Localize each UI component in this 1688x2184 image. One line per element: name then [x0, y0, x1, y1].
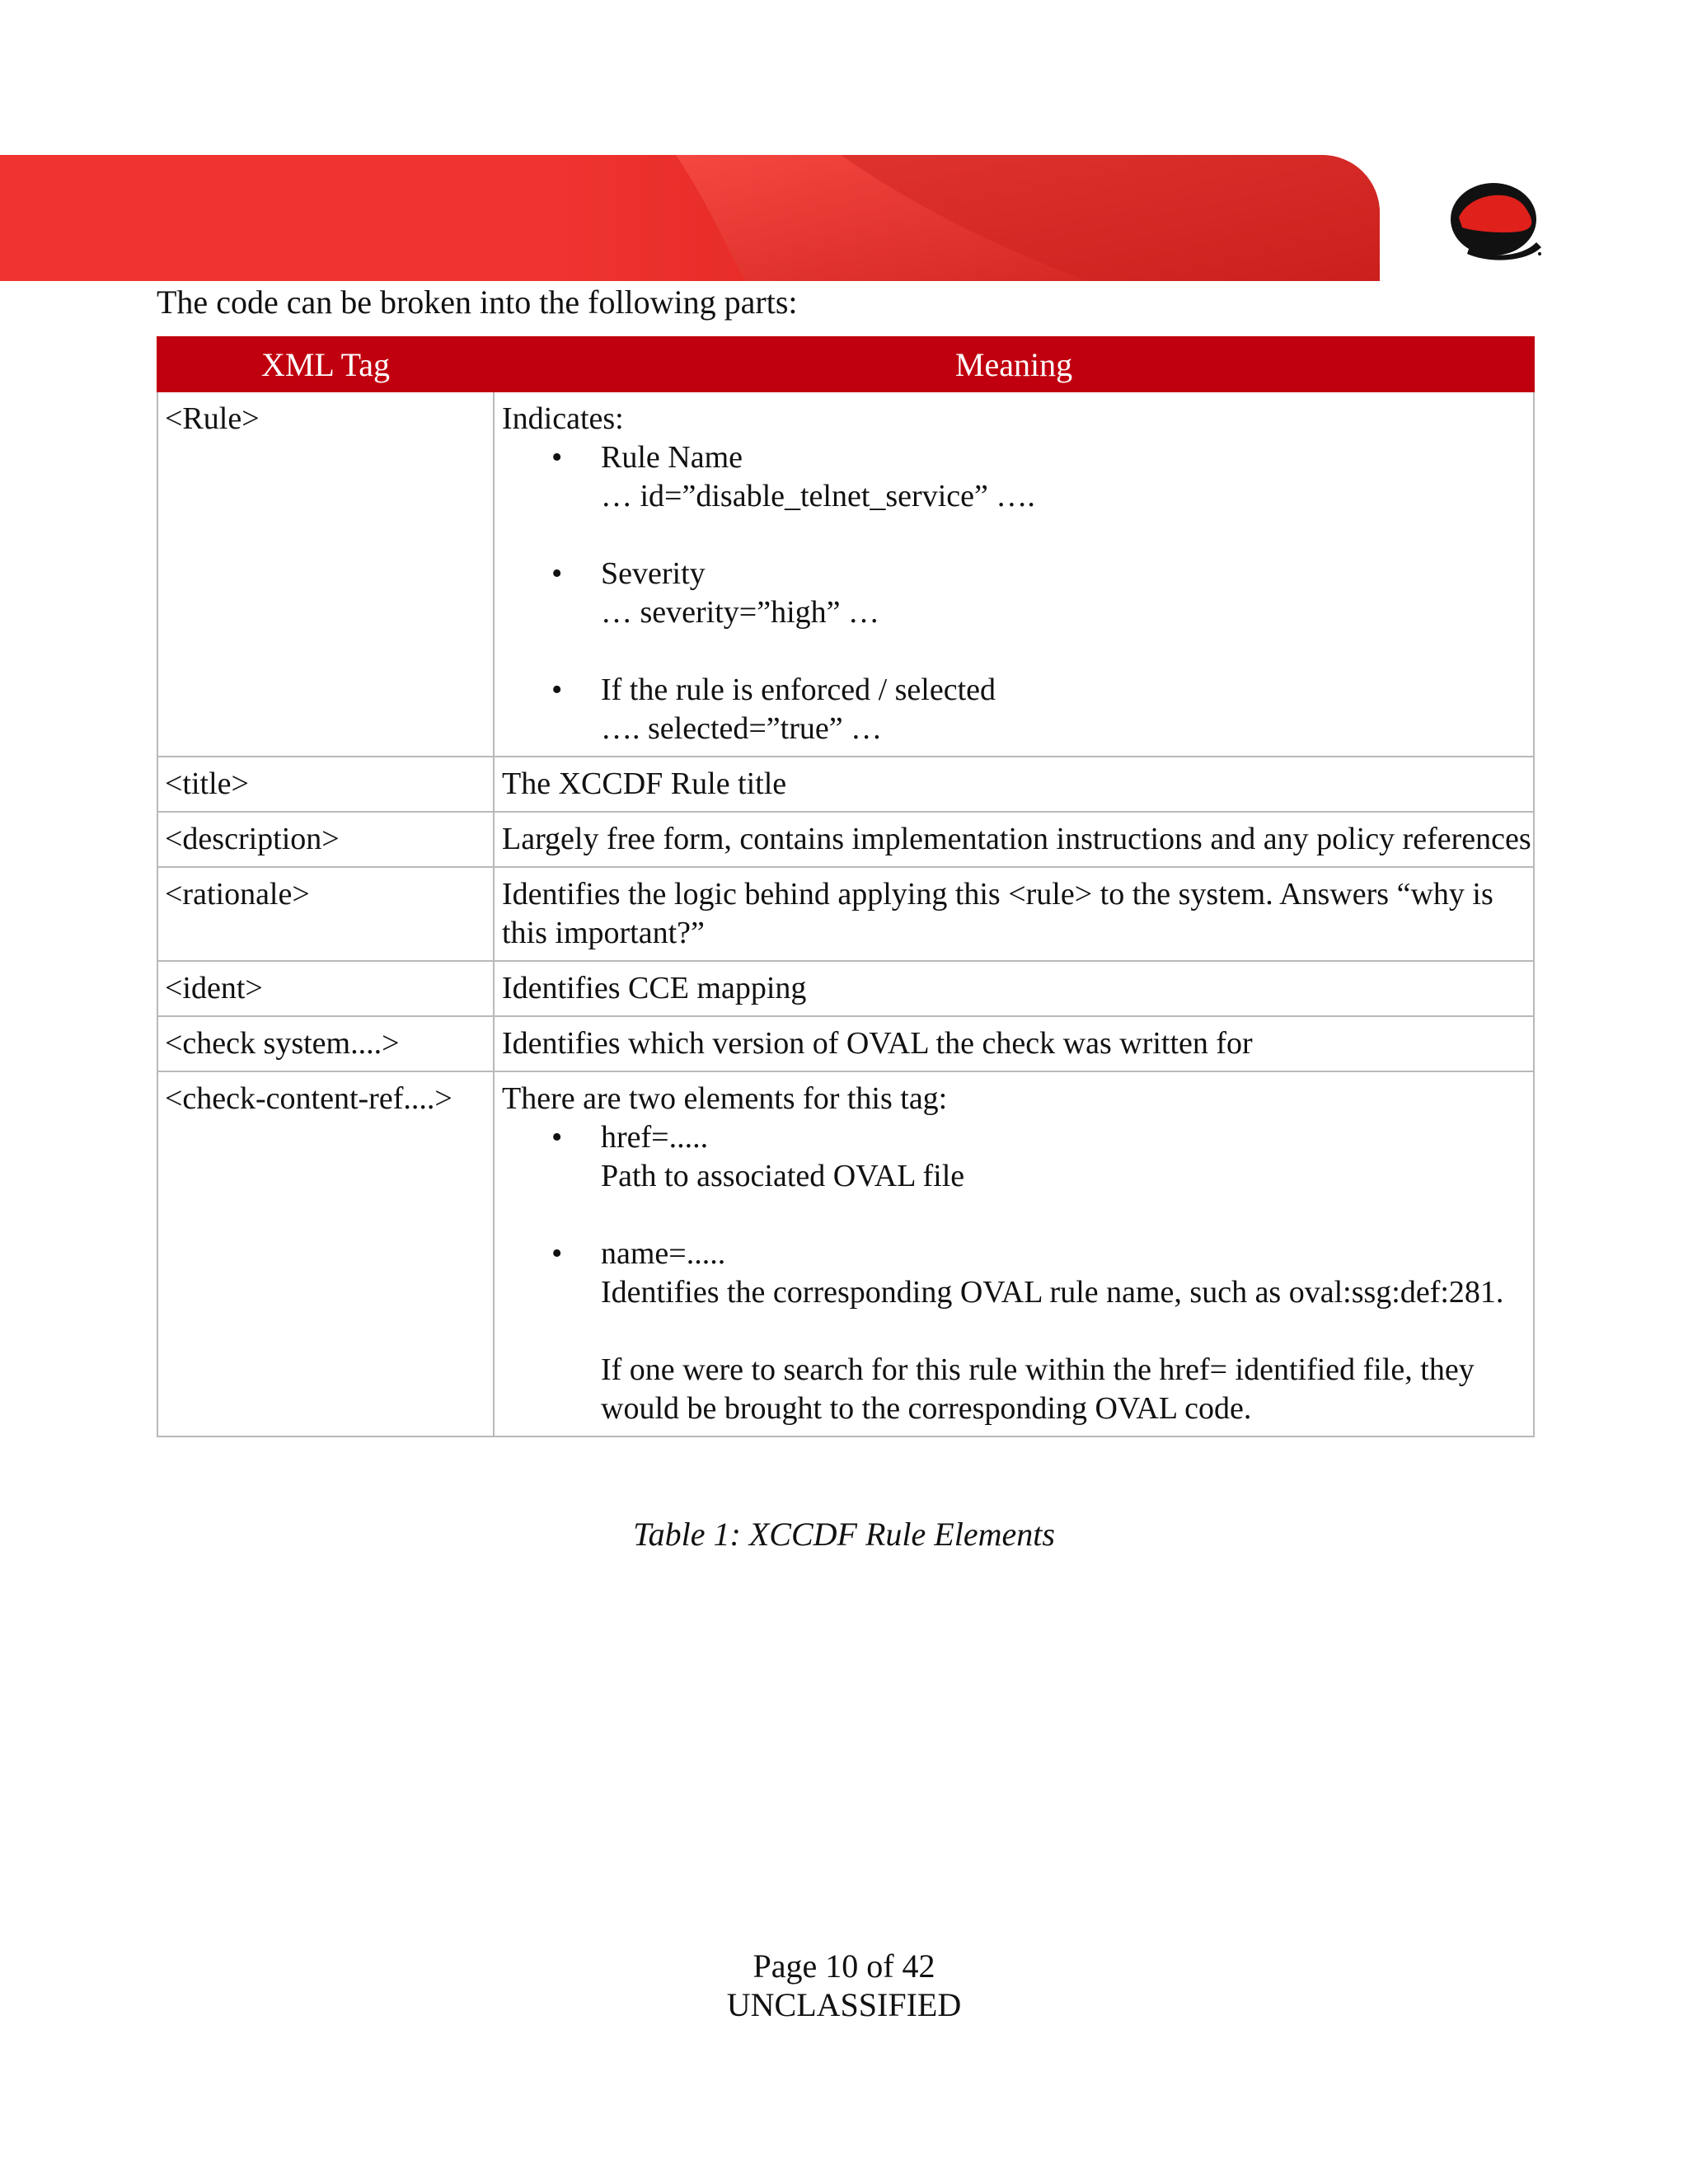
meaning-cell: The XCCDF Rule title [494, 757, 1534, 812]
header-swoosh [0, 155, 1380, 281]
item-detail: … severity=”high” … [601, 595, 880, 630]
red-hat-logo-icon [1444, 176, 1545, 264]
meaning-lead: Indicates: [502, 401, 624, 436]
bullet-icon: • [551, 1120, 563, 1155]
table-row [157, 867, 1534, 961]
meaning-cell [494, 1071, 1534, 1436]
table-row [157, 961, 1534, 1016]
bullet-list [502, 1118, 1533, 1428]
list-item [502, 671, 1533, 748]
header-xml-tag: XML Tag [157, 337, 494, 391]
bullet-icon: • [551, 673, 563, 707]
tag-cell: <description> [157, 812, 494, 867]
item-note: If one were to search for this rule within the href= identified file, they would be brought to the corresponding OVAL code. [601, 1352, 1475, 1426]
page-number: Page 10 of 42 [753, 1947, 935, 1985]
tag-cell: <Rule> [157, 391, 494, 757]
table-header-row [157, 337, 1534, 391]
item-detail: …. selected=”true” … [601, 711, 883, 746]
item-label: href=..... [601, 1120, 709, 1155]
item-label: Severity [601, 556, 706, 591]
classification-label: UNCLASSIFIED [726, 1986, 962, 2023]
meaning-cell: Largely free form, contains implementation instructions and any policy references [494, 812, 1534, 867]
table-row [157, 812, 1534, 867]
xccdf-rule-table [157, 336, 1535, 1437]
header-meaning: Meaning [494, 337, 1534, 391]
list-item [502, 1235, 1533, 1428]
bullet-icon: • [551, 556, 563, 591]
meaning-cell: Identifies CCE mapping [494, 961, 1534, 1016]
item-detail: Path to associated OVAL file [601, 1159, 965, 1193]
list-item [502, 1118, 1533, 1196]
bullet-icon: • [551, 1236, 563, 1271]
item-detail: … id=”disable_telnet_service” …. [601, 479, 1035, 513]
page-footer [0, 1947, 1688, 2024]
item-detail: Identifies the corresponding OVAL rule name, such as oval:ssg:def:281. [601, 1275, 1504, 1310]
tag-cell: <title> [157, 757, 494, 812]
meaning-cell: Identifies which version of OVAL the check was written for [494, 1016, 1534, 1071]
tag-cell: <rationale> [157, 867, 494, 961]
meaning-cell: Identifies the logic behind applying this <rule> to the system. Answers “why is this important?” [494, 867, 1534, 961]
table-row [157, 1071, 1534, 1436]
list-item [502, 555, 1533, 632]
meaning-cell [494, 391, 1534, 757]
tag-cell: <ident> [157, 961, 494, 1016]
bullet-icon: • [551, 440, 563, 475]
tag-cell: <check system....> [157, 1016, 494, 1071]
table-row [157, 1016, 1534, 1071]
item-label: name=..... [601, 1236, 726, 1271]
item-label: If the rule is enforced / selected [601, 673, 996, 707]
item-label: Rule Name [601, 440, 743, 475]
tag-cell: <check-content-ref....> [157, 1071, 494, 1436]
bullet-list [502, 438, 1533, 748]
table-caption: Table 1: XCCDF Rule Elements [633, 1516, 1055, 1553]
table-row [157, 391, 1534, 757]
header-banner [0, 155, 1380, 281]
intro-text: The code can be broken into the following parts: [157, 284, 798, 321]
table-row [157, 757, 1534, 812]
meaning-lead: There are two elements for this tag: [502, 1081, 948, 1116]
list-item [502, 438, 1533, 516]
